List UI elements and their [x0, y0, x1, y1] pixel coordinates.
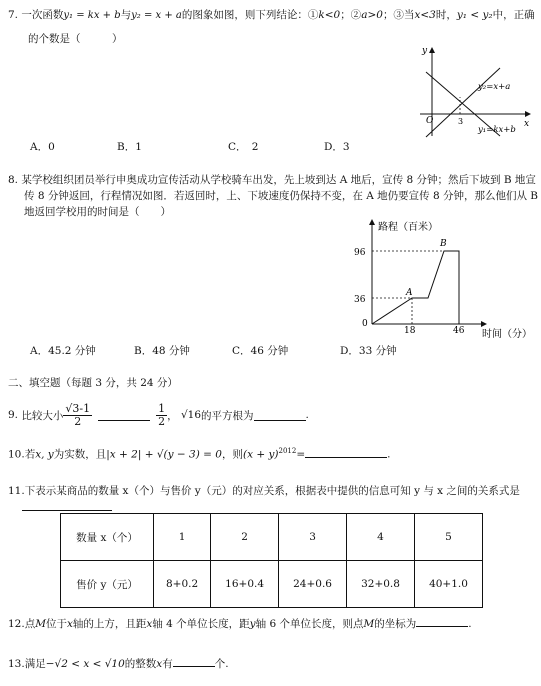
q8-option-d: D．33 分钟: [340, 345, 397, 357]
q10-text: 若: [24, 448, 36, 461]
q7-cond4: y₁ < y₂: [456, 9, 493, 21]
q13-text: 个.: [214, 658, 229, 670]
q10-equation: |x + 2| + √(y − 3) = 0: [106, 448, 222, 461]
q11-number: 11.: [8, 485, 25, 497]
q7-y1-expr: y₁ = kx + b: [63, 10, 121, 21]
q8-line2: 传 8 分钟返回，行程情况如图．若返回时，上、下坡速度仍保持不变，在 A 地仍要宣传 8 分钟，那么他们从 B: [24, 190, 539, 202]
q13-number: 13.: [8, 658, 25, 670]
q7-number: 7.: [8, 9, 19, 21]
q10-blank[interactable]: [305, 447, 387, 458]
q9-number: 9.: [8, 409, 19, 421]
q10: 10.若x, y为实数，且|x + 2| + √(y − 3) = 0，则$(x + y)^{2012}=$ .: [8, 447, 391, 461]
q9-frac2-den: 2: [158, 414, 166, 428]
table-cell: 5: [414, 514, 482, 561]
q12-text: 点: [24, 618, 36, 630]
q7-label-y1: y₁=kx+b: [478, 125, 516, 135]
q8-tick-96: 96: [354, 248, 366, 258]
q11-line1: [8, 484, 520, 498]
q12-text: 的坐标为: [374, 618, 417, 630]
q7-line2: 的个数是（ ）: [28, 33, 123, 45]
q10-exponent: 2012: [278, 447, 297, 455]
q8-x-title: 时间（分）: [482, 329, 532, 340]
q8-tick-36: 36: [354, 295, 366, 305]
q7-tick-3: 3: [458, 117, 464, 126]
q8-point-b: B: [440, 239, 447, 249]
table-row: [61, 561, 483, 608]
q13-text: 满足: [24, 658, 46, 670]
q13-text: 有: [162, 658, 173, 670]
q7-text: 中，正确: [492, 9, 535, 21]
q7-x-label: x: [524, 119, 530, 129]
q7-option-a: A．0: [30, 141, 55, 153]
table-cell: 4: [347, 514, 415, 561]
q8-chart: [334, 216, 532, 340]
table-header-quantity: 数量 x（个）: [61, 514, 154, 561]
q10-text: 为实数，且: [53, 448, 107, 461]
q9-text: 比较大小: [21, 409, 64, 422]
q8-point-a: A: [406, 288, 413, 298]
q9-sqrt16: √16: [180, 409, 202, 421]
q7-text: ；③当: [382, 9, 415, 21]
q12-text: 轴的上方，且距: [72, 618, 147, 630]
q8-tick-0: 0: [362, 319, 368, 329]
q12-x: x: [66, 618, 73, 630]
table-cell: 16+0.4: [211, 561, 279, 608]
q12-point-m: M: [35, 618, 46, 630]
q10-vars: x, y: [35, 448, 54, 461]
q13-blank[interactable]: [173, 656, 215, 667]
table-cell: 8+0.2: [154, 561, 211, 608]
table-header-price: 售价 y（元）: [61, 561, 154, 608]
q11-blank[interactable]: [22, 510, 112, 511]
q13-var: x: [156, 658, 163, 670]
q7-text: 一次函数: [21, 9, 64, 21]
q7-cond2: a>0: [361, 9, 383, 21]
q12-blank[interactable]: [416, 616, 468, 627]
q12-x: x: [146, 618, 153, 630]
q12-text: 轴 6 个单位长度，则点: [255, 618, 364, 630]
q8-option-a: A．45.2 分钟: [30, 345, 96, 357]
q12-text: 位于: [45, 618, 67, 630]
q7-cond3: x<3: [414, 9, 436, 21]
q7-option-b: B．1: [117, 141, 142, 153]
q12-y: y: [249, 618, 256, 630]
q8-number: 8.: [8, 174, 19, 186]
table-cell: 1: [154, 514, 211, 561]
q9-frac2: [156, 403, 167, 428]
table-cell: 24+0.6: [279, 561, 347, 608]
q7-graph: [418, 44, 536, 140]
q8-tick-46: 46: [453, 326, 465, 336]
q8-line3: 地返回学校用的时间是（ ）: [24, 206, 171, 218]
q7-option-c: C． 2: [228, 141, 259, 153]
q10-expr: (x + y): [242, 448, 279, 461]
q12-number: 12.: [8, 618, 25, 630]
q8-line1: [8, 173, 536, 187]
q10-text: ，则: [221, 448, 243, 461]
table-cell: 2: [211, 514, 279, 561]
q12-point-m: M: [363, 618, 375, 630]
q9-frac1: [63, 403, 92, 428]
q9-frac1-den: 2: [74, 414, 82, 428]
q8-option-b: B．48 分钟: [134, 345, 190, 357]
q9: 9. 比较大小 $\frac{√3-1}{2}$ $\frac{1}{2}$ ， √16 的平方根为 .: [8, 401, 309, 428]
q11-table: [60, 513, 483, 608]
q13-inequality: −√2 < x < √10: [45, 658, 125, 670]
table-row: [61, 514, 483, 561]
table-cell: 32+0.8: [347, 561, 415, 608]
q9-blank1[interactable]: [98, 410, 150, 421]
section-heading: 二、填空题（每题 3 分，共 24 分）: [8, 377, 178, 389]
q8-y-title: 路程（百米）: [378, 222, 438, 233]
q10-number: 10.: [8, 448, 25, 461]
q12: 12.点M位于x轴的上方，且距x轴 4 个单位长度，距y轴 6 个单位长度，则点M的坐标为 .: [8, 618, 472, 630]
q7-text: ；②: [340, 9, 362, 21]
q7-text: 时，: [435, 9, 457, 21]
q8-text: 某学校组织团员举行申奥成功宣传活动从学校骑车出发，先上坡到达 A 地后，宣传 8 分钟；然后下坡到 B 地宣: [21, 174, 536, 186]
q7-cond1: k<0: [318, 9, 341, 21]
table-cell: 3: [279, 514, 347, 561]
q7-label-y2: y₂=x+a: [478, 82, 511, 92]
q8-option-c: C．46 分钟: [232, 345, 289, 357]
table-cell: 40+1.0: [414, 561, 482, 608]
q7-text: 的图象如图，则下列结论：①: [181, 9, 319, 21]
q7-text: 与: [120, 9, 132, 21]
q12-text: 轴 4 个单位长度，距: [152, 618, 250, 630]
q7-y-label: y: [422, 46, 428, 56]
q13: [8, 656, 229, 671]
q7-origin-label: O: [426, 116, 434, 126]
q11-text: 下表示某商品的数量 x（个）与售价 y（元）的对应关系，根据表中提供的信息可知 y 与 x 之间的关系式是: [24, 485, 520, 497]
q9-blank2[interactable]: [254, 410, 306, 421]
q13-text: 的整数: [124, 658, 157, 670]
q9-frac1-num: √3-1: [65, 401, 91, 415]
q8-path: [372, 251, 459, 324]
q9-text: 的平方根为: [201, 409, 254, 422]
q9-frac2-num: 1: [158, 401, 166, 415]
q10-eq: =: [296, 448, 306, 461]
q7-option-d: D．3: [324, 141, 350, 153]
q8-tick-18: 18: [404, 326, 416, 336]
q7-line1: [8, 8, 535, 23]
q7-y2-expr: y₂ = x + a: [131, 10, 182, 21]
